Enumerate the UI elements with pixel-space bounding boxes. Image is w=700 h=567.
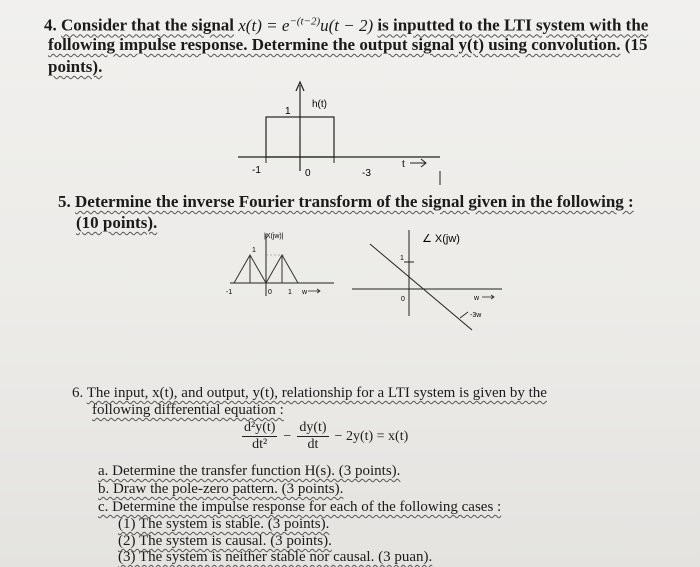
- q4-points-2: points).: [48, 57, 103, 76]
- amp-label-1: 1: [285, 106, 291, 117]
- phase-label-m3w: -3w: [470, 312, 482, 319]
- q6-line1: [72, 385, 692, 402]
- mag-arrow-icon: [308, 289, 320, 293]
- mag-tick-0: 0: [268, 289, 272, 296]
- h-label: h(t): [312, 99, 327, 110]
- t-label: t: [402, 159, 405, 170]
- eq-rest: − 2y(t) = x(t): [334, 428, 409, 444]
- q5-number: 5.: [58, 192, 71, 211]
- q4-number: 4.: [44, 15, 57, 35]
- right-arrow-icon: [410, 159, 426, 167]
- differential-equation: [242, 420, 408, 453]
- q6-part-c1: (1) The system is stable. (3 points).: [118, 516, 330, 532]
- q5-points: (10 points).: [76, 213, 158, 232]
- frac-2-num: dy(t): [299, 420, 327, 435]
- phase-figure: [342, 226, 512, 336]
- q6-part-a: a. Determine the transfer function H(s). (3 points).: [98, 463, 401, 479]
- q5-line1: [58, 191, 688, 213]
- mag-tick-m1: -1: [226, 289, 233, 296]
- q6-part-c3: (3) The system is neither stable nor causal. (3 puan).: [118, 549, 433, 565]
- mag-label-one: 1: [252, 247, 256, 254]
- q5-line2: [76, 212, 157, 234]
- q6-line2: [92, 402, 284, 419]
- magnitude-figure: [222, 228, 342, 308]
- q4-line1: [44, 10, 684, 37]
- q6-part-b: b. Draw the pole-zero pattern. (3 points).: [98, 481, 344, 497]
- mag-w-label: w: [302, 289, 308, 296]
- eq-minus: −: [283, 428, 292, 444]
- q4-text-c: following impulse response. Determine the output signal y(t) using convolution.: [48, 35, 621, 54]
- frac-1: [242, 420, 277, 453]
- q6-text-1: The input, x(t), and output, y(t), relationship for a LTI system is given by the: [86, 385, 547, 401]
- phase-arrow-icon: [482, 295, 494, 299]
- tick-label-m3: -3: [362, 168, 371, 179]
- phase-label-one: 1: [400, 255, 404, 262]
- phase-w-label: w: [474, 295, 480, 302]
- mag-tick-1: 1: [288, 289, 292, 296]
- tick-label-0: 0: [305, 168, 311, 179]
- h-of-t-figure: [230, 75, 450, 185]
- q5-text: Determine the inverse Fourier transform of the signal given in the following :: [75, 192, 634, 211]
- q4-line3: [48, 56, 102, 78]
- q6-number: 6.: [72, 385, 84, 401]
- q4-line2: [48, 34, 688, 56]
- phase-ylabel: ∠ X(jw): [422, 233, 460, 245]
- q4-text-b: is inputted to the LTI system with the: [377, 15, 649, 35]
- frac-1-num: d²y(t): [244, 420, 276, 435]
- q4-text-a: Consider that the signal: [61, 15, 235, 35]
- q6-part-c2: (2) The system is causal. (3 points).: [118, 533, 332, 549]
- frac-2-den: dt: [307, 437, 319, 452]
- frac-2: [297, 420, 328, 453]
- q6-part-c: c. Determine the impulse response for each of the following cases :: [98, 499, 502, 515]
- q4-formula: $x(t) = e^{-(t-2)}u(t - 2)$: [238, 15, 374, 35]
- q4-points: (15: [624, 35, 648, 54]
- phase-tick-0: 0: [401, 296, 405, 303]
- tick-label-m1: -1: [252, 165, 261, 176]
- phase-line: [370, 244, 472, 330]
- q6-text-2: following differential equation :: [92, 402, 284, 418]
- frac-1-den: dt²: [252, 437, 268, 452]
- mag-ylabel: |X(jw)|: [264, 233, 284, 240]
